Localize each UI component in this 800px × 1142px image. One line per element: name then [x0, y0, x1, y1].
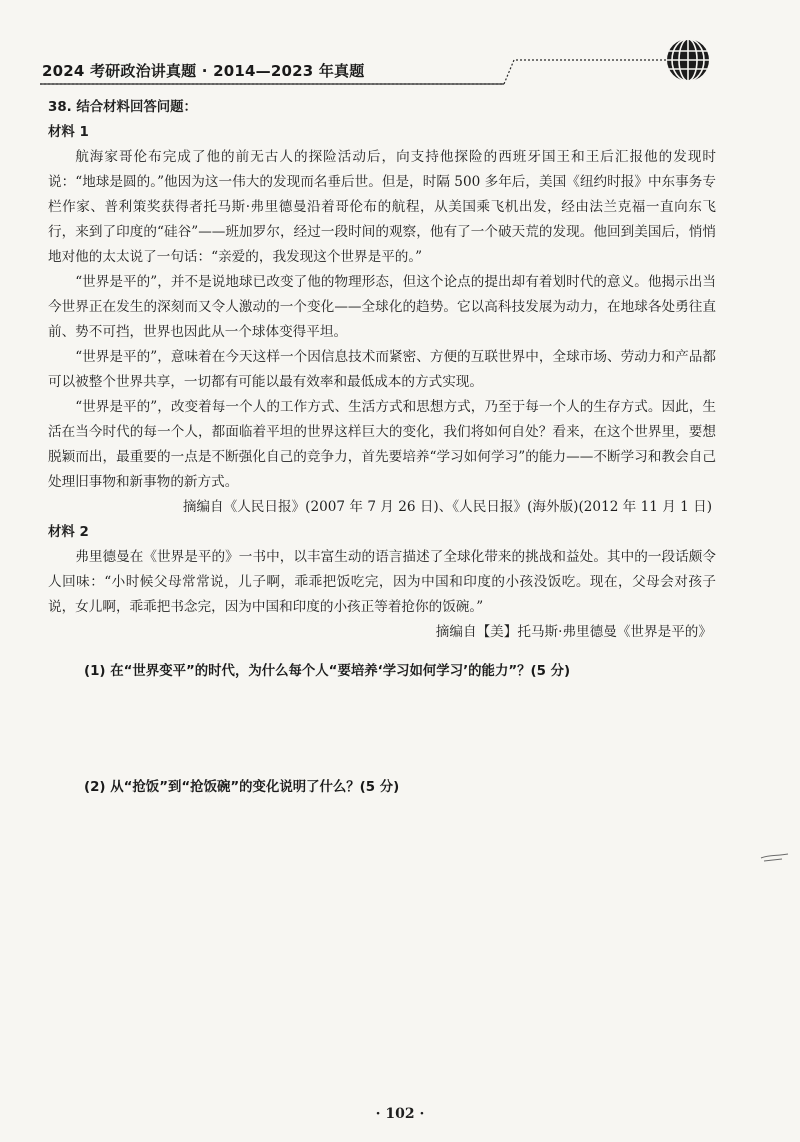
page-number: · 102 ·: [375, 1106, 425, 1122]
question-content: [48, 96, 716, 645]
sub-question-2: (2) 从“抢饭”到“抢饭碗”的变化说明了什么？(5 分): [84, 780, 400, 795]
material-2-heading: 材料 2: [48, 525, 89, 540]
material-1-paragraph: “世界是平的”，改变着每一个人的工作方式、生活方式和思想方式，乃至于每一个人的生存方式。因此，生活在当今时代的每一个人，都面临着平坦的世界这样巨大的变化，我们将如何自处？看来，在这个世界里，要想脱颖而出，最重要的一点是不断强化自己的竞争力，首先要培养“学习如何学习”的能力——不断学习和教会自己处理旧事物和新事物的新方式。: [48, 399, 716, 490]
material-1-paragraph: “世界是平的”，并不是说地球已改变了他的物理形态，但这个论点的提出却有着划时代的意义。他揭示出当今世界正在发生的深刻而又令人激动的一个变化——全球化的趋势。它以高科技发展为动力，在地球各处勇往直前、势不可挡，世界也因此从一个球体变得平坦。: [48, 274, 716, 340]
material-1-heading: 材料 1: [48, 125, 89, 140]
material-2-paragraph: 弗里德曼在《世界是平的》一书中，以丰富生动的语言描述了全球化带来的挑战和益处。其中的一段话颇令人回味：“小时候父母常常说，儿子啊，乖乖把饭吃完，因为中国和印度的小孩没饭吃。现在，父母会对孩子说，女儿啊，乖乖把书念完，因为中国和印度的小孩正等着抢你的饭碗。”: [48, 549, 716, 615]
sub-question-1: (1) 在“世界变平”的时代，为什么每个人“要培养‘学习如何学习’的能力”？(5 分): [84, 664, 571, 679]
page-header: [0, 0, 800, 90]
material-1-source: 摘编自《人民日报》(2007 年 7 月 26 日)、《人民日报》(海外版)(2012 年 11 月 1 日): [182, 499, 712, 515]
globe-icon: [664, 36, 712, 84]
material-2-source: 摘编自【美】托马斯·弗里德曼《世界是平的》: [435, 624, 712, 640]
scan-mark: [760, 852, 790, 864]
header-title: 2024 考研政治讲真题 · 2014—2023 年真题: [42, 62, 365, 80]
material-1-paragraph: “世界是平的”，意味着在今天这样一个因信息技术而紧密、方便的互联世界中，全球市场、劳动力和产品都可以被整个世界共享，一切都有可能以最有效率和最低成本的方式实现。: [48, 349, 716, 390]
question-title: 38. 结合材料回答问题：: [48, 100, 197, 115]
material-1-paragraph: 航海家哥伦布完成了他的前无古人的探险活动后，向支持他探险的西班牙国王和王后汇报他的发现时说：“地球是圆的。”他因为这一伟大的发现而名垂后世。但是，时隔 500 多年后，美国《纽约时报》中东事务专栏作家、普利策奖获得者托马斯·弗里德曼沿着哥伦布的航程，从美国乘飞机出发，经由法兰克福一直向东飞行，来到了印度的“硅谷”——班加罗尔，经过一段时间的观察，他有了一个破天荒的发现。他回到美国后，悄悄地对他的太太说了一句话：“亲爱的，我发现这个世界是平的。”: [48, 149, 716, 265]
